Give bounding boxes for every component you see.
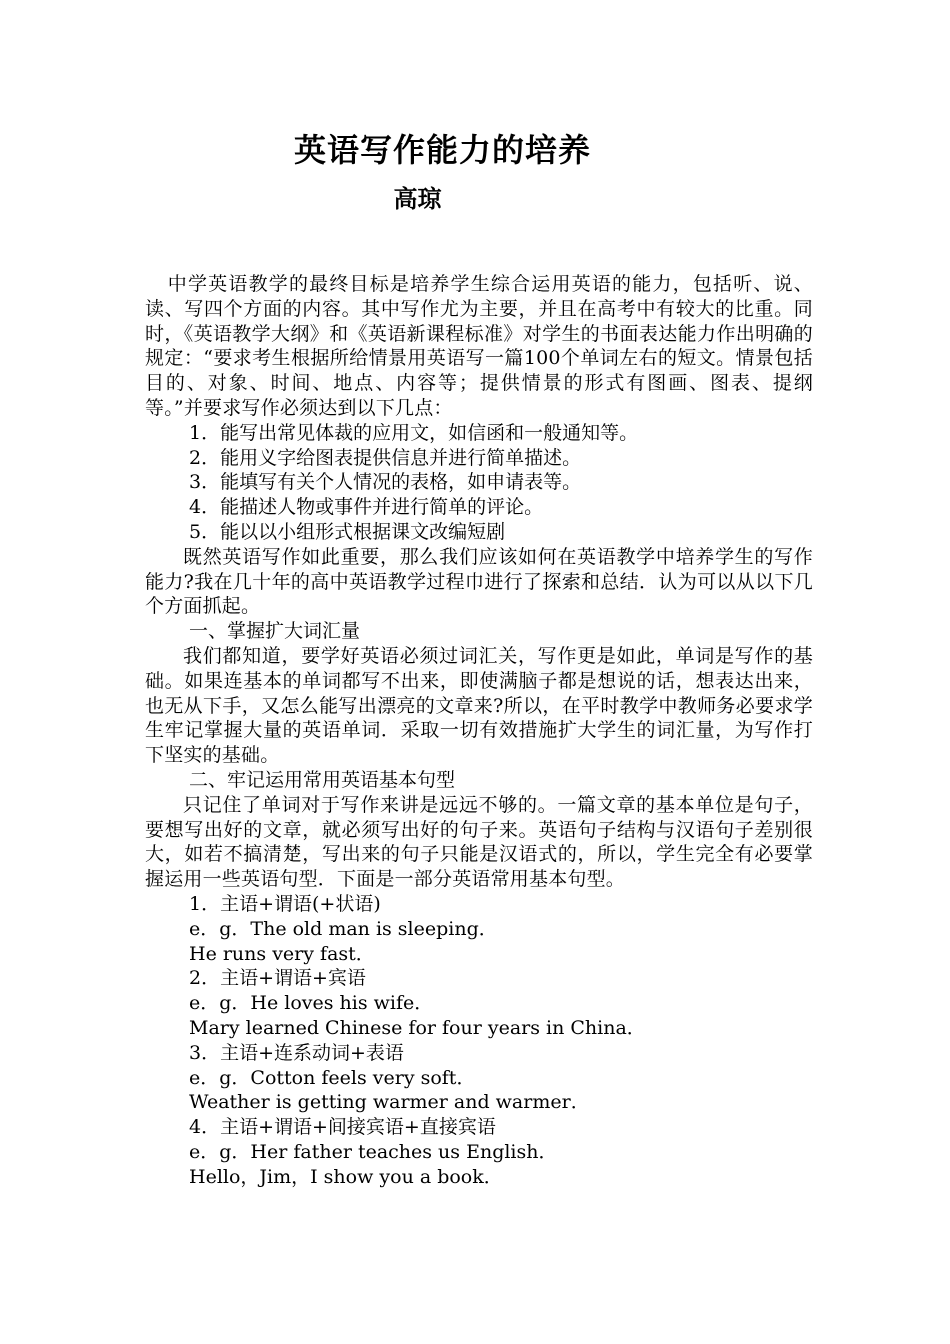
pattern-example: e．g．Cotton feels very soft． bbox=[189, 1066, 476, 1089]
section-heading-1: 一、掌握扩大词汇量 bbox=[189, 620, 361, 643]
pattern-example: e．g．Her father teaches us English． bbox=[189, 1140, 558, 1163]
requirement-item-2: 2．能用义字给图表提供信息并进行简单描述。 bbox=[189, 446, 582, 469]
pattern-label: 2．主语+谓语+宾语 bbox=[189, 967, 366, 990]
section-1-paragraph: 我们都知道，要学好英语必须过词汇关，写作更是如此，单词是写作的基础。如果连基本的单词都写不出来，即使满脑子都是想说的话，想表达出来，也无从下手，又怎么能写出漂亮的文章来?所以，在平时教学中教师务必要求学生牢记掌握大量的英语单词．采取一切有效措施扩大学生的词汇量，为写作打下坚实的基础。 bbox=[145, 644, 813, 767]
document-body bbox=[145, 272, 813, 1189]
intro-paragraph: 中学英语教学的最终目标是培养学生综合运用英语的能力，包括听、说、读、写四个方面的内容。其中写作尤为主要，并且在高考中有较大的比重。同时，《英语教学大纲》和《英语新课程标准》对学生的书面表达能力作出明确的规定：“要求考生根据所给情景用英语写一篇100个单词左右的短文。情景包括目的、对象、时间、地点、内容等；提供情景的形式有图画、图表、提纲等。”并要求写作必须达到以下几点： bbox=[145, 273, 813, 419]
transition-paragraph: 既然英语写作如此重要，那么我们应该如何在英语教学中培养学生的写作能力?我在几十年的高中英语教学过程巾进行了探索和总结．认为可以从以下几个方面抓起。 bbox=[145, 545, 813, 618]
pattern-label: 3．主语+连系动词+表语 bbox=[189, 1041, 404, 1064]
pattern-label: 4．主语+谓语+间接宾语+直接宾语 bbox=[189, 1116, 496, 1139]
requirement-item-4: 4．能描述人物或事件并进行简单的评论。 bbox=[189, 496, 544, 519]
section-2-paragraph: 只记住了单词对于写作来讲是远远不够的。一篇文章的基本单位是句子，要想写出好的文章，就必须写出好的句子来。英语句子结构与汉语句子差别很大，如若不搞清楚，写出来的句子只能是汉语式的，所以，学生完全有必要掌握运用一些英语句型．下面是一部分英语常用基本句型。 bbox=[145, 793, 813, 891]
requirement-item-3: 3．能填写有关个人情况的表格，如申请表等。 bbox=[189, 471, 582, 494]
section-heading-2: 二、牢记运用常用英语基本句型 bbox=[189, 768, 456, 791]
pattern-label: 1．主语+谓语(+状语) bbox=[189, 892, 381, 915]
pattern-example: e．g．The old man is sleeping． bbox=[189, 917, 498, 940]
pattern-example: Hello，Jim，I show you a book． bbox=[189, 1165, 503, 1188]
requirement-item-1: 1．能写出常见体裁的应用文，如信函和一般通知等。 bbox=[189, 421, 639, 444]
author-name: 高琼 bbox=[393, 185, 442, 213]
pattern-example: He runs very fast． bbox=[189, 942, 375, 965]
pattern-example: e．g．He loves his wife． bbox=[189, 992, 434, 1015]
pattern-example: Mary learned Chinese for four years in China． bbox=[189, 1016, 646, 1039]
document-title: 英语写作能力的培养 bbox=[293, 131, 591, 169]
requirement-item-5: 5．能以以小组形式根据课文改编短剧 bbox=[189, 520, 506, 543]
pattern-example: Weather is getting warmer and warmer． bbox=[189, 1091, 590, 1114]
